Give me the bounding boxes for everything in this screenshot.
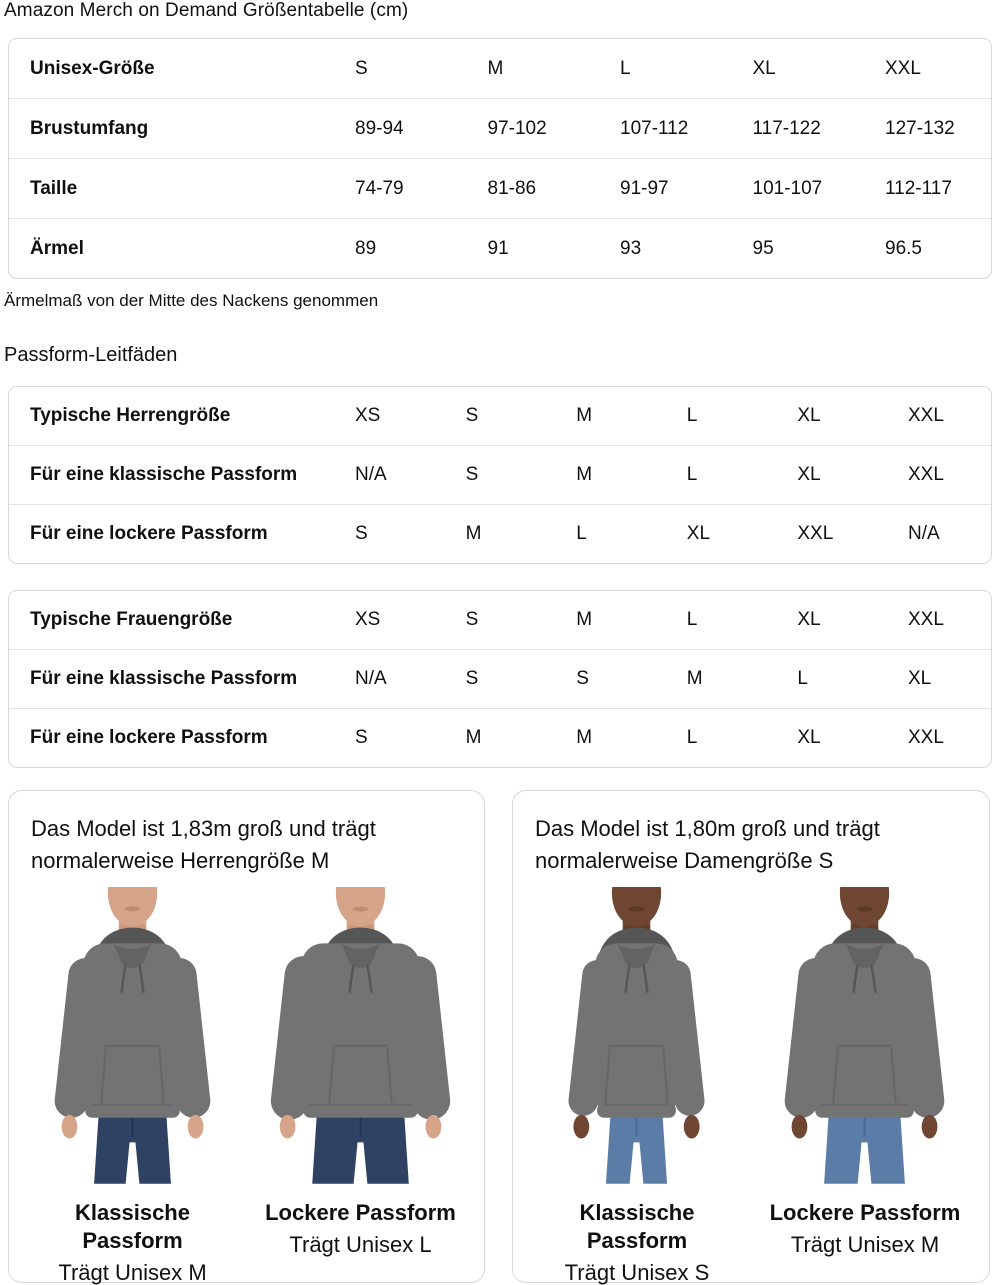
row-label: Taille (30, 177, 78, 199)
row-label: Unisex-Größe (30, 57, 155, 79)
row-label: Für eine klassische Passform (30, 668, 298, 689)
row-values (355, 464, 991, 486)
row-label: Brustumfang (30, 117, 149, 139)
size-cell: XXL (907, 405, 944, 426)
table-row (9, 708, 991, 767)
size-cell: M (465, 727, 482, 748)
size-cell: 96.5 (885, 237, 922, 259)
size-cell: XL (797, 405, 821, 426)
row-values (355, 58, 991, 80)
size-cell: L (576, 523, 587, 544)
size-cell: S (355, 57, 368, 79)
size-cell: XXL (885, 57, 921, 79)
size-cell: S (465, 464, 479, 485)
womens-fit-table (8, 590, 992, 768)
size-cell: 97-102 (487, 117, 547, 139)
model-figure-classic (32, 887, 234, 1285)
fit-caption: Klassische Passform (579, 1200, 695, 1253)
size-cell: XL (797, 609, 821, 630)
fit-guides-heading: Passform-Leitfäden (4, 344, 178, 366)
size-cell: XS (355, 405, 381, 426)
table-row (9, 504, 991, 563)
size-caption: Trägt Unisex M (790, 1232, 940, 1257)
size-cell: XL (907, 668, 932, 689)
fit-caption: Lockere Passform (265, 1200, 456, 1225)
size-cell: N/A (907, 523, 940, 544)
size-cell: 117-122 (752, 117, 821, 139)
female-model-classic-photo (536, 887, 738, 1185)
size-cell: XXL (907, 609, 944, 630)
size-cell: N/A (355, 668, 387, 689)
table-row (9, 158, 991, 218)
table-row (9, 649, 991, 708)
size-cell: M (465, 523, 482, 544)
size-cell: M (686, 668, 703, 689)
mens-fit-table (8, 386, 992, 564)
size-cell: 101-107 (752, 177, 823, 199)
size-cell: L (686, 727, 698, 748)
table-row (9, 39, 991, 98)
size-cell: 107-112 (620, 117, 689, 139)
size-cell: L (686, 609, 698, 630)
male-model-classic-photo (32, 887, 234, 1185)
size-cell: XS (355, 609, 381, 630)
row-values (355, 609, 991, 631)
size-cell: 93 (620, 237, 642, 259)
size-cell: 81-86 (487, 177, 537, 199)
size-cell: M (576, 609, 593, 630)
size-cell: XL (797, 727, 821, 748)
model-figures (27, 887, 466, 1285)
table-row (9, 98, 991, 158)
size-cell: S (355, 727, 368, 748)
size-cell: 91 (487, 237, 509, 259)
row-values (355, 405, 991, 427)
size-cell: XXL (797, 523, 834, 544)
unisex-size-table (8, 38, 992, 279)
sleeve-measure-note: Ärmelmaß von der Mitte des Nackens genommen (4, 291, 379, 310)
size-cell: XXL (907, 727, 944, 748)
size-cell: L (686, 405, 698, 426)
row-values (355, 523, 991, 545)
male-model-loose-photo (260, 887, 462, 1185)
row-label: Für eine lockere Passform (30, 727, 268, 748)
row-label: Für eine klassische Passform (30, 464, 298, 485)
size-cell: S (465, 609, 479, 630)
size-cell: M (576, 727, 593, 748)
model-description: Das Model ist 1,80m groß und trägt normalerweise Damengröße S (535, 816, 880, 873)
row-values (355, 178, 991, 200)
size-cell: 91-97 (620, 177, 669, 199)
size-cell: 89 (355, 237, 377, 259)
size-caption: Trägt Unisex S (564, 1260, 710, 1285)
row-label: Für eine lockere Passform (30, 523, 268, 544)
row-values (355, 238, 991, 260)
size-cell: 127-132 (885, 117, 955, 139)
page-title: Amazon Merch on Demand Größentabelle (cm) (4, 0, 409, 21)
row-values (355, 727, 991, 749)
mens-model-card (8, 790, 485, 1283)
size-cell: XL (797, 464, 821, 485)
size-cell: L (620, 57, 631, 79)
size-cell: 89-94 (355, 117, 404, 139)
size-cell: N/A (355, 464, 387, 485)
size-cell: XL (752, 57, 776, 79)
size-caption: Trägt Unisex L (289, 1232, 432, 1257)
size-cell: 95 (752, 237, 774, 259)
womens-model-card (512, 790, 990, 1283)
row-label: Ärmel (30, 237, 84, 259)
row-values (355, 118, 991, 140)
fit-caption: Klassische Passform (75, 1200, 190, 1253)
row-label: Typische Herrengröße (30, 405, 231, 426)
model-figure-loose (764, 887, 966, 1285)
table-row (9, 445, 991, 504)
model-figures (531, 887, 971, 1285)
size-cell: S (355, 523, 368, 544)
size-cell: L (686, 464, 698, 485)
model-description: Das Model ist 1,83m groß und trägt normalerweise Herrengröße M (31, 816, 376, 873)
size-cell: XXL (907, 464, 944, 485)
size-cell: S (465, 668, 479, 689)
size-cell: 74-79 (355, 177, 404, 199)
table-row (9, 387, 991, 445)
table-row (9, 218, 991, 278)
size-caption: Trägt Unisex M (58, 1260, 207, 1285)
size-cell: XL (686, 523, 711, 544)
row-label: Typische Frauengröße (30, 609, 233, 630)
size-cell: M (576, 405, 593, 426)
model-figure-loose (260, 887, 462, 1285)
size-cell: M (487, 57, 504, 79)
female-model-loose-photo (764, 887, 966, 1185)
size-cell: M (576, 464, 593, 485)
table-row (9, 591, 991, 649)
size-cell: S (576, 668, 589, 689)
size-cell: 112-117 (885, 177, 952, 199)
fit-caption: Lockere Passform (769, 1200, 961, 1225)
size-cell: L (797, 668, 808, 689)
row-values (355, 668, 991, 690)
model-figure-classic (536, 887, 738, 1285)
size-cell: S (465, 405, 479, 426)
